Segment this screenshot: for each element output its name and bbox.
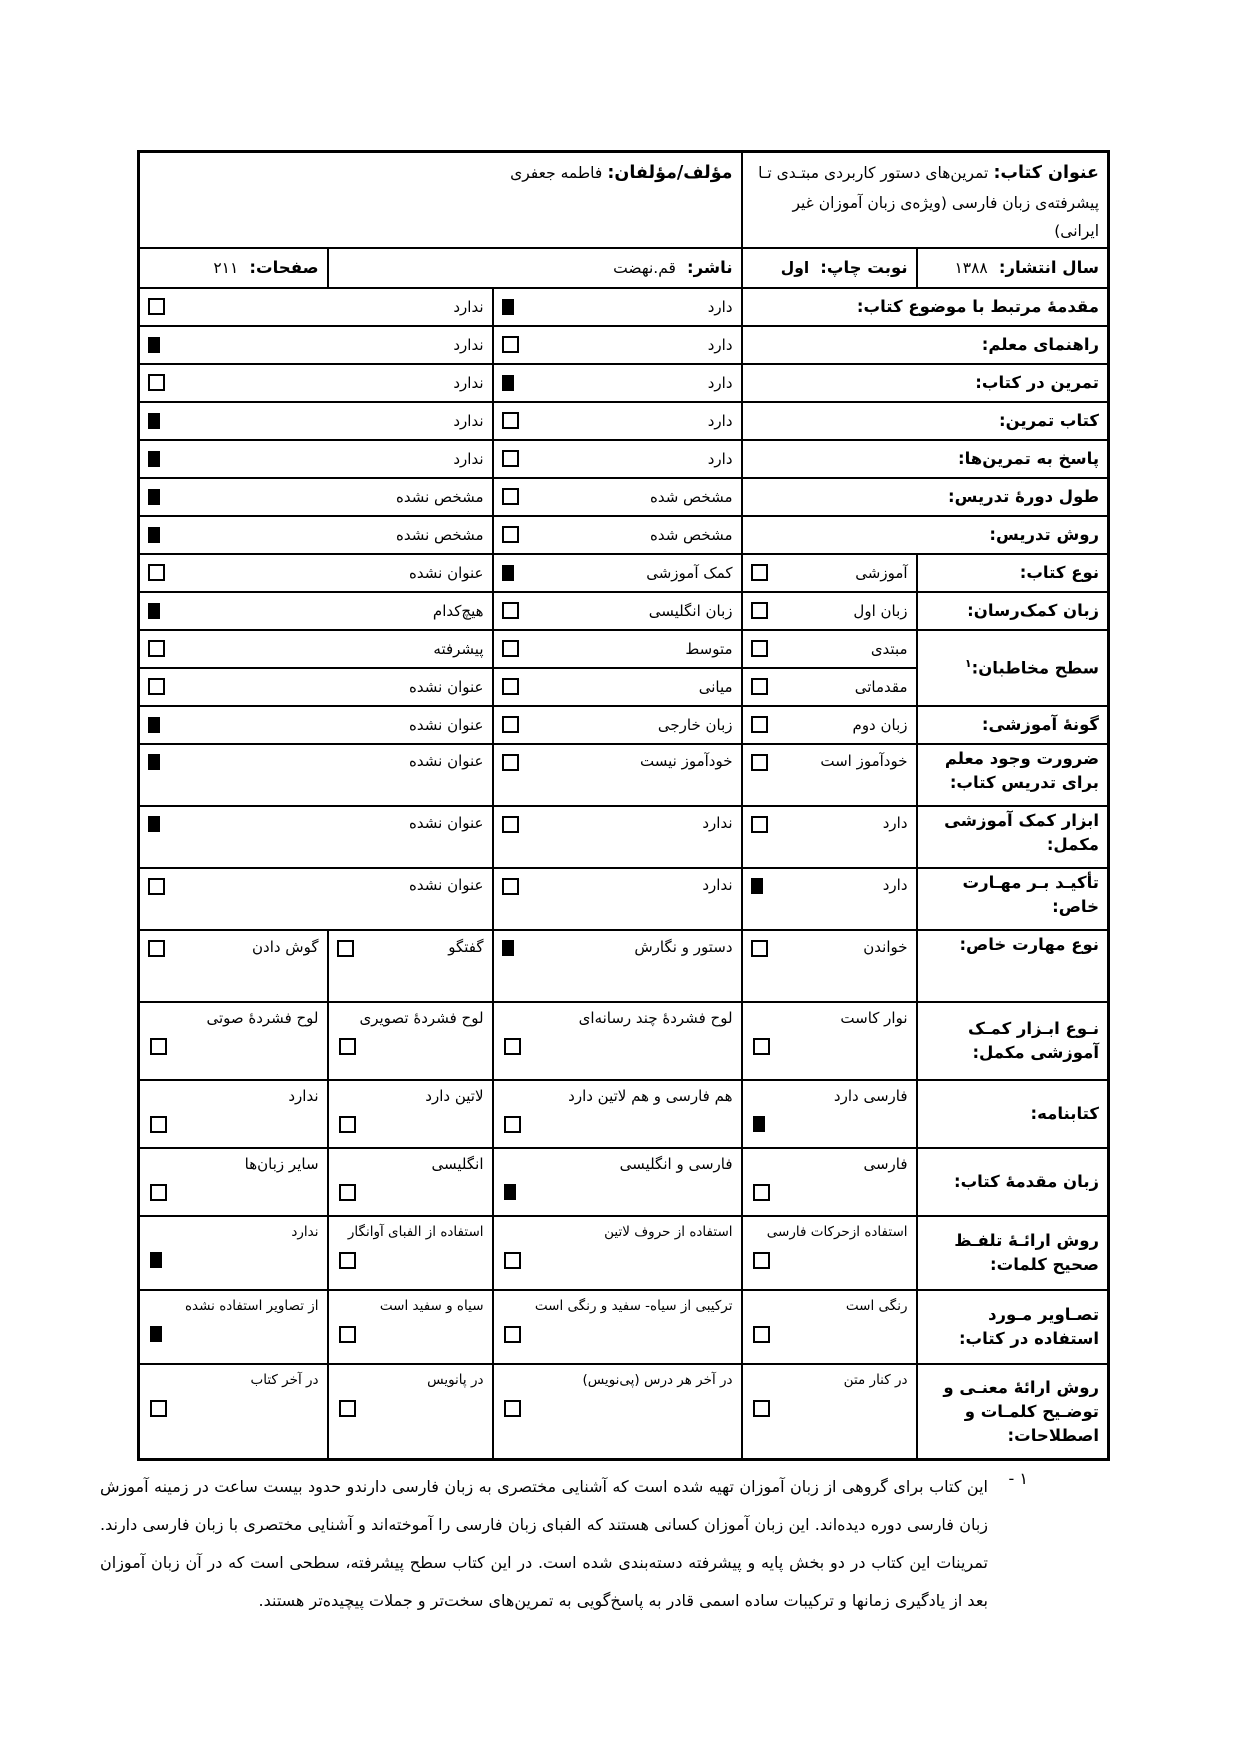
option-cell: [493, 1148, 742, 1216]
option-label: دارد: [882, 875, 908, 894]
option-cell: [742, 930, 917, 1002]
option-cell: [139, 516, 493, 554]
option-label: خواندن: [863, 937, 908, 956]
option-cell: [139, 1364, 328, 1460]
row-label-helper-language: زبان کمک‌رسان:: [917, 592, 1109, 630]
row-label-course-length: طول دورهٔ تدریس:: [742, 478, 1109, 516]
option-cell: [139, 1148, 328, 1216]
row-label-instruction-type: گونهٔ آموزشی:: [917, 706, 1109, 744]
checkbox[interactable]: [339, 1184, 356, 1201]
option-cell: [742, 630, 917, 668]
pages-value: ۲۱۱: [213, 259, 239, 278]
option-cell: [139, 930, 328, 1002]
publisher-label: ناشر:: [687, 258, 733, 278]
option-cell: [493, 478, 742, 516]
checkbox[interactable]: [502, 940, 514, 956]
option-cell: [139, 668, 493, 706]
option-cell: [139, 326, 493, 364]
option-label: دارد: [707, 373, 733, 392]
option-cell: [139, 288, 493, 326]
option-label: مقدماتی: [854, 677, 908, 696]
footnote-marker: ۱ -: [1008, 1469, 1028, 1488]
checkbox[interactable]: [751, 640, 768, 657]
option-label: خودآموز نیست: [640, 751, 733, 770]
checkbox[interactable]: [502, 816, 519, 833]
option-cell: [328, 1216, 493, 1290]
option-label: زبان اول: [853, 601, 908, 620]
option-label: متوسط: [685, 639, 733, 658]
option-label: فارسی و انگلیسی: [619, 1154, 733, 1173]
option-label: عنوان نشده: [409, 751, 484, 770]
checkbox[interactable]: [751, 716, 768, 733]
row-label-teacher-necessity: ضرورت وجود معلم برای تدریس کتاب:: [917, 744, 1109, 806]
option-label: ندارد: [288, 1086, 319, 1105]
option-cell: [139, 364, 493, 402]
checkbox[interactable]: [502, 678, 519, 695]
checkbox[interactable]: [751, 816, 768, 833]
row-label-skill-type: نوع مهارت خاص:: [917, 930, 1109, 1002]
option-label: ندارد: [453, 297, 484, 316]
book-title-cell: [742, 152, 1109, 248]
option-label: عنوان نشده: [409, 875, 484, 894]
option-cell: [493, 402, 742, 440]
option-label: لاتین دارد: [425, 1086, 484, 1105]
checkbox[interactable]: [504, 1400, 521, 1417]
checkbox[interactable]: [502, 299, 514, 315]
option-label: ندارد: [453, 373, 484, 392]
checkbox[interactable]: [148, 527, 160, 543]
option-cell: [139, 1216, 328, 1290]
checkbox[interactable]: [502, 526, 519, 543]
option-cell: [328, 1002, 493, 1080]
audience-level-text: سطح مخاطبان:: [971, 658, 1100, 678]
pages-label: صفحات:: [249, 258, 319, 278]
row-label-exercises-in-book: تمرین در کتاب:: [742, 364, 1109, 402]
checkbox[interactable]: [504, 1252, 521, 1269]
checkbox[interactable]: [150, 1184, 167, 1201]
row-label-teacher-guide: راهنمای معلم:: [742, 326, 1109, 364]
checkbox[interactable]: [148, 717, 160, 733]
option-label: عنوان نشده: [409, 813, 484, 832]
checkbox[interactable]: [753, 1326, 770, 1343]
row-label-supplementary-aids: ابزار کمک آموزشی مکمل:: [917, 806, 1109, 868]
option-cell: [139, 806, 493, 868]
option-label: زبان دوم: [852, 715, 908, 734]
option-label: رنگی است: [845, 1297, 908, 1314]
option-label: خودآموز است: [820, 751, 908, 770]
option-cell: [139, 744, 493, 806]
option-cell: [742, 868, 917, 930]
checkbox[interactable]: [150, 1116, 167, 1133]
row-label-answer-key: پاسخ به تمرین‌ها:: [742, 440, 1109, 478]
checkbox[interactable]: [502, 375, 514, 391]
option-cell: [742, 1080, 917, 1148]
checkbox[interactable]: [339, 1116, 356, 1133]
option-label: هم فارسی و هم لاتین دارد: [568, 1086, 733, 1105]
option-label: مشخص شده: [649, 525, 733, 544]
option-cell: [493, 364, 742, 402]
option-label: گوش دادن: [252, 937, 319, 956]
checkbox[interactable]: [751, 564, 768, 581]
option-cell: [139, 440, 493, 478]
option-cell: [493, 516, 742, 554]
option-cell: [493, 630, 742, 668]
checkbox[interactable]: [148, 413, 160, 429]
author-cell: [139, 152, 742, 248]
row-label-intro-related: مقدمهٔ مرتبط با موضوع کتاب:: [742, 288, 1109, 326]
checkbox[interactable]: [504, 1326, 521, 1343]
option-label: مشخص شده: [649, 487, 733, 506]
checkbox[interactable]: [339, 1252, 356, 1269]
checkbox[interactable]: [502, 716, 519, 733]
checkbox[interactable]: [148, 816, 160, 832]
row-label-book-type: نوع کتاب:: [917, 554, 1109, 592]
publish-year-cell: [917, 248, 1109, 288]
checkbox[interactable]: [751, 678, 768, 695]
option-label: دستور و نگارش: [634, 937, 733, 956]
option-label: عنوان نشده: [409, 563, 484, 582]
book-title-value: تمرین‌های دستور کاربردی مبتـدی تـا پیشرفته‌ی زبان فارسی (ویژه‌ی زبان آموزان غیر ایرانی): [758, 164, 1100, 240]
option-cell: [493, 288, 742, 326]
checkbox[interactable]: [753, 1038, 770, 1055]
option-label: ندارد: [453, 335, 484, 354]
option-cell: [139, 868, 493, 930]
book-evaluation-table: [137, 150, 1110, 1461]
checkbox[interactable]: [148, 451, 160, 467]
checkbox[interactable]: [753, 1116, 765, 1132]
option-label: عنوان نشده: [409, 715, 484, 734]
checkbox[interactable]: [148, 298, 165, 315]
option-label: ترکیبی از سیاه- سفید و رنگی است: [534, 1297, 733, 1314]
option-label: از تصاویر استفاده نشده: [184, 1297, 319, 1314]
edition-value: اول: [780, 259, 810, 278]
checkbox[interactable]: [150, 1038, 167, 1055]
option-cell: [493, 806, 742, 868]
option-cell: [139, 592, 493, 630]
option-cell: [493, 1002, 742, 1080]
checkbox[interactable]: [751, 878, 763, 894]
checkbox[interactable]: [148, 603, 160, 619]
option-label: انگلیسی: [431, 1154, 484, 1173]
option-cell: [493, 440, 742, 478]
checkbox[interactable]: [148, 640, 165, 657]
row-label-pronunciation-method: روش ارائـهٔ تلفـظ صحیح کلمات:: [917, 1216, 1109, 1290]
option-label: ندارد: [702, 813, 733, 832]
option-label: زبان خارجی: [657, 715, 733, 734]
option-cell: [139, 706, 493, 744]
option-cell: [493, 1216, 742, 1290]
checkbox[interactable]: [150, 1252, 162, 1268]
row-label-audience-level: [917, 630, 1109, 706]
option-cell: [139, 402, 493, 440]
option-cell: [742, 1216, 917, 1290]
option-cell: [742, 706, 917, 744]
option-label: دارد: [707, 335, 733, 354]
publisher-cell: [328, 248, 742, 288]
checkbox[interactable]: [751, 602, 768, 619]
checkbox[interactable]: [502, 488, 519, 505]
row-label-bibliography: کتابنامه:: [917, 1080, 1109, 1148]
pages-cell: [139, 248, 328, 288]
option-cell: [139, 1002, 328, 1080]
option-cell: [493, 930, 742, 1002]
checkbox[interactable]: [502, 878, 519, 895]
checkbox[interactable]: [753, 1184, 770, 1201]
option-label: زبان انگلیسی: [648, 601, 733, 620]
checkbox[interactable]: [339, 1326, 356, 1343]
checkbox[interactable]: [150, 1326, 162, 1342]
checkbox[interactable]: [148, 754, 160, 770]
option-cell: [493, 1080, 742, 1148]
option-label: دارد: [707, 449, 733, 468]
option-cell: [493, 744, 742, 806]
option-label: کمک آموزشی: [646, 563, 733, 582]
row-label-aid-tool-type: نـوع ابـزار کمـک آموزشی مکمل:: [917, 1002, 1109, 1080]
checkbox[interactable]: [148, 374, 165, 391]
option-cell: [328, 1080, 493, 1148]
checkbox[interactable]: [148, 489, 160, 505]
row-label-meaning-method: روش ارائهٔ معنـی و توضـیح کلمـات و اصطلاحات:: [917, 1364, 1109, 1460]
option-cell: [493, 868, 742, 930]
row-label-skill-emphasis: تأکیـد بـر مهـارت خاص:: [917, 868, 1109, 930]
option-cell: [139, 1290, 328, 1364]
option-cell: [328, 1148, 493, 1216]
option-cell: [493, 554, 742, 592]
option-label: ندارد: [291, 1223, 319, 1240]
checkbox[interactable]: [504, 1184, 516, 1200]
option-cell: [139, 1080, 328, 1148]
option-cell: [493, 1290, 742, 1364]
option-label: استفاده از حروف لاتین: [604, 1223, 733, 1240]
option-label: دارد: [707, 297, 733, 316]
option-label: لوح فشردهٔ تصویری: [359, 1008, 484, 1027]
checkbox[interactable]: [148, 940, 165, 957]
row-label-images-used: تصـاویر مـورد استفاده در کتاب:: [917, 1290, 1109, 1364]
checkbox[interactable]: [753, 1400, 770, 1417]
option-label: فارسی: [863, 1154, 908, 1173]
checkbox[interactable]: [502, 602, 519, 619]
checkbox[interactable]: [502, 450, 519, 467]
option-label: گفتگو: [448, 937, 484, 956]
checkbox[interactable]: [502, 336, 519, 353]
option-cell: [328, 1290, 493, 1364]
option-label: ندارد: [453, 411, 484, 430]
option-label: سیاه و سفید است: [379, 1297, 484, 1314]
checkbox[interactable]: [753, 1252, 770, 1269]
option-cell: [742, 1148, 917, 1216]
author-label: مؤلف/مؤلفان:: [607, 163, 733, 183]
option-label: عنوان نشده: [409, 677, 484, 696]
option-cell: [742, 1002, 917, 1080]
footnote: [100, 1468, 1028, 1620]
row-label-intro-language: زبان مقدمهٔ کتاب:: [917, 1148, 1109, 1216]
option-label: مشخص نشده: [395, 487, 484, 506]
option-label: در کنار متن: [843, 1371, 908, 1388]
publisher-value: قم.نهضت: [613, 259, 676, 278]
option-label: مبتدی: [870, 639, 908, 658]
option-label: لوح فشردهٔ چند رسانه‌ای: [578, 1008, 733, 1027]
checkbox[interactable]: [339, 1400, 356, 1417]
checkbox[interactable]: [339, 1038, 356, 1055]
edition-cell: [742, 248, 917, 288]
option-label: میانی: [698, 677, 733, 696]
checkbox[interactable]: [502, 412, 519, 429]
option-label: در پانویس: [427, 1371, 484, 1388]
option-cell: [493, 592, 742, 630]
option-cell: [139, 630, 493, 668]
option-label: فارسی دارد: [833, 1086, 908, 1105]
option-label: دارد: [882, 813, 908, 832]
option-label: مشخص نشده: [395, 525, 484, 544]
option-label: نوار کاست: [840, 1008, 908, 1027]
checkbox[interactable]: [148, 337, 160, 353]
checkbox[interactable]: [148, 678, 165, 695]
option-label: ندارد: [453, 449, 484, 468]
option-label: ندارد: [702, 875, 733, 894]
option-label: پیشرفته: [433, 639, 484, 658]
option-cell: [493, 706, 742, 744]
option-label: آموزشی: [855, 563, 908, 582]
checkbox[interactable]: [751, 940, 768, 957]
option-cell: [328, 1364, 493, 1460]
option-cell: [742, 554, 917, 592]
checkbox[interactable]: [502, 640, 519, 657]
option-cell: [493, 668, 742, 706]
checkbox[interactable]: [150, 1400, 167, 1417]
checkbox[interactable]: [502, 754, 519, 771]
checkbox[interactable]: [751, 754, 768, 771]
checkbox[interactable]: [502, 565, 514, 581]
row-label-teaching-method: روش تدریس:: [742, 516, 1109, 554]
option-cell: [139, 554, 493, 592]
checkbox[interactable]: [504, 1116, 521, 1133]
checkbox[interactable]: [504, 1038, 521, 1055]
option-cell: [493, 326, 742, 364]
option-label: در آخر هر درس (پی‌نویس): [582, 1371, 733, 1388]
row-label-workbook: کتاب تمرین:: [742, 402, 1109, 440]
option-cell: [742, 1290, 917, 1364]
option-label: استفاده ازحرکات فارسی: [766, 1223, 908, 1240]
option-cell: [328, 930, 493, 1002]
option-label: هیچ‌کدام: [432, 601, 484, 620]
edition-label: نوبت چاپ:: [820, 258, 908, 278]
option-cell: [742, 1364, 917, 1460]
publish-year-value: ۱۳۸۸: [954, 259, 988, 278]
option-cell: [493, 1364, 742, 1460]
publish-year-label: سال انتشار:: [998, 258, 1100, 278]
author-value: فاطمه جعفری: [510, 164, 603, 182]
checkbox[interactable]: [337, 940, 354, 957]
option-cell: [742, 668, 917, 706]
checkbox[interactable]: [148, 878, 165, 895]
option-cell: [742, 592, 917, 630]
option-cell: [742, 806, 917, 868]
footnote-text: این کتاب برای گروهی از زبان آموزان تهیه شده است که آشنایی مختصری به زبان فارسی دارندو حدود بیست ساعت در زمینه آموزش زبان فارسی دوره دیده‌اند. این زبان آموزان کسانی هستند که الفبای زبان فارسی را آموخته‌اند و آشنایی مختصری با زبان فارسی دارند. تمرینات این کتاب در دو بخش پایه و پیشرفته دسته‌بندی شده است. در این کتاب سطح پیشرفته، سطحی است که در آن زبان آموزان بعد از یادگیری زمانها و ترکیبات ساده اسمی قادر به پاسخ‌گویی به تمرین‌های سخت‌تر و جملات پیچیده‌تر هستند.: [100, 1477, 988, 1610]
option-cell: [742, 744, 917, 806]
option-label: لوح فشردهٔ صوتی: [206, 1008, 319, 1027]
checkbox[interactable]: [148, 564, 165, 581]
footnote-ref: ۱: [964, 656, 972, 670]
option-label: در آخر کتاب: [250, 1371, 319, 1388]
book-title-label: عنوان کتاب:: [993, 163, 1100, 183]
option-label: سایر زبان‌ها: [244, 1154, 319, 1173]
option-label: دارد: [707, 411, 733, 430]
option-cell: [139, 478, 493, 516]
option-label: استفاده از الفبای آوانگار: [347, 1223, 484, 1240]
